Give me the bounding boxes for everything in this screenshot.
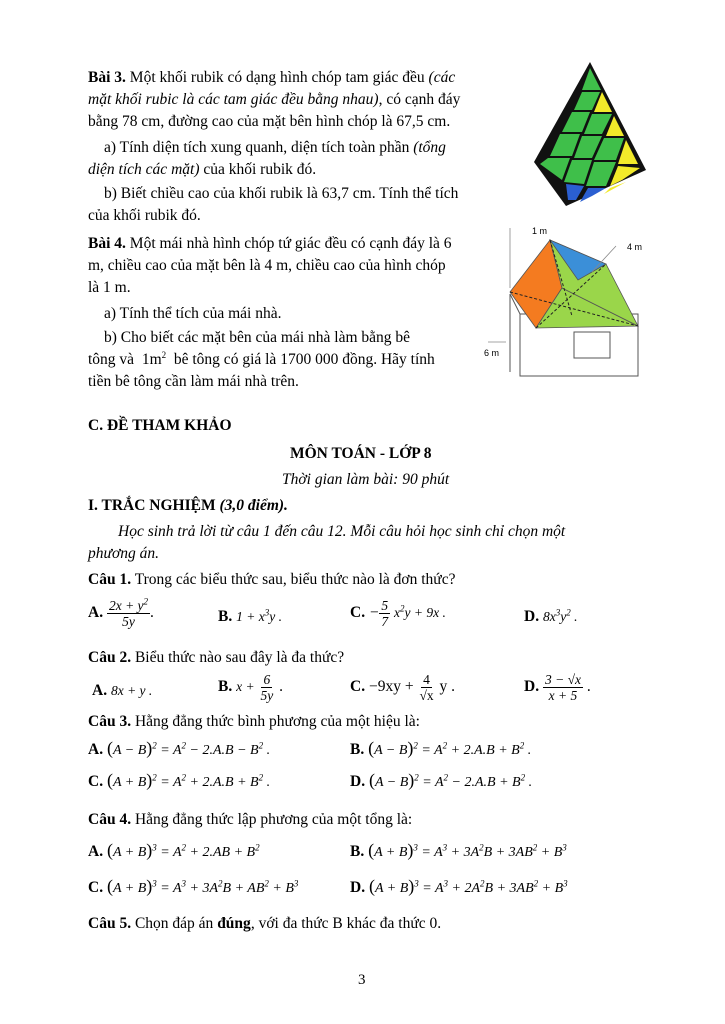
bai3-question-b-cont: của khối rubik đó. [88, 207, 201, 224]
q2-option-b: B. x + $\frac{6}{5y}$ . [218, 672, 283, 703]
house-label-right: 4 m [627, 242, 643, 252]
bai3-line2: mặt khối rubic là các tam giác đều bằng nhau), có cạnh đáy [88, 91, 461, 108]
q1-option-a: A. $\frac{2x + y^2}{5y}$ . [88, 596, 154, 629]
q1-text: Câu 1. Trong các biểu thức sau, biểu thức nào là đơn thức? [88, 571, 456, 588]
q2-option-a: A. 8x + y . [92, 682, 153, 699]
bai4-question-b-cont: tông và $1m^2$ bê tông có giá là 1700 000 đồng. Hãy tính [88, 349, 435, 368]
bai4-question-b-cont2: tiền bê tông cần làm mái nhà trên. [88, 373, 299, 390]
part1-heading: I. TRẮC NGHIỆM (3,0 điểm). [88, 497, 288, 514]
section-c-heading: C. ĐỀ THAM KHẢO [88, 417, 232, 434]
bai4-label: Bài 4. [88, 235, 126, 252]
q3-option-b: B. $(A - B)^2 = A^2 + 2.A.B + B^2$ . [350, 738, 532, 758]
house-label-left: 6 m [484, 348, 500, 358]
q4-option-a: A. $(A + B)^3 = A^2 + 2.AB + B^2$ [88, 840, 260, 860]
rubik-pyramid-image [530, 60, 648, 210]
page-number: 3 [358, 972, 366, 988]
q1-option-b: B. $1 + x^3y$ . [218, 607, 282, 625]
bai4-question-b: b) Cho biết các mặt bên của mái nhà làm bằng bê [104, 329, 411, 346]
bai3-question-b: b) Biết chiều cao của khối rubik là 63,7 cm. Tính thể tích [104, 185, 459, 202]
q3-text: Câu 3. Hằng đẳng thức bình phương của một hiệu là: [88, 713, 420, 730]
house-label-top: 1 m [532, 226, 548, 236]
bai4-question-a: a) Tính thể tích của mái nhà. [104, 305, 282, 322]
exam-time: Thời gian làm bài: 90 phút [282, 471, 450, 488]
subject-heading: MÔN TOÁN - LỚP 8 [290, 445, 432, 462]
bai3-question-a-cont: diện tích các mặt) của khối rubik đó. [88, 161, 317, 178]
q4-option-d: D. $(A + B)^3 = A^3 + 2A^2B + 3AB^2 + B^3$ [350, 876, 568, 896]
q3-option-d: D. $(A - B)^2 = A^2 - 2.A.B + B^2$ . [350, 770, 533, 790]
q3-option-a: A. $(A - B)^2 = A^2 - 2.A.B - B^2$ . [88, 738, 271, 758]
q3-option-c: C. $(A + B)^2 = A^2 + 2.A.B + B^2$ . [88, 770, 271, 790]
q2-text: Câu 2. Biểu thức nào sau đây là đa thức? [88, 649, 345, 666]
bai4-line3: là 1 m. [88, 279, 131, 296]
instruction-line1: Học sinh trả lời từ câu 1 đến câu 12. Mỗi câu hỏi học sinh chỉ chọn một [118, 523, 566, 540]
bai3-line1: Bài 3. Một khối rubik có dạng hình chóp tam giác đều (các [88, 69, 456, 86]
house-roof-image [482, 222, 642, 382]
q4-text: Câu 4. Hằng đẳng thức lập phương của một tổng là: [88, 811, 413, 828]
bai4-line1: Bài 4. Một mái nhà hình chóp tứ giác đều có cạnh đáy là 6 [88, 235, 452, 252]
q2-option-d: D. $\frac{3 - √x}{x + 5}$ . [524, 672, 591, 703]
bai4-line2: m, chiều cao của mặt bên là 4 m, chiều cao của hình chóp [88, 257, 446, 274]
q5-text: Câu 5. Chọn đáp án đúng, với đa thức B khác đa thức 0. [88, 915, 442, 932]
q4-option-b: B. $(A + B)^3 = A^3 + 3A^2B + 3AB^2 + B^3$ [350, 840, 567, 860]
q1-option-d: D. $8x^3y^2$ . [524, 607, 578, 625]
instruction-line2: phương án. [88, 545, 159, 562]
bai3-line3: bằng 78 cm, đường cao của mặt bên hình chóp là 67,5 cm. [88, 113, 451, 130]
bai3-label: Bài 3. [88, 69, 126, 86]
bai3-question-a: a) Tính diện tích xung quanh, diện tích toàn phần (tổng [104, 139, 446, 156]
q1-option-c: C. − $\frac{5}{7}$ $x^2y + 9x$ . [350, 598, 446, 629]
q4-option-c: C. $(A + B)^3 = A^3 + 3A^2B + AB^2 + B^3$ [88, 876, 299, 896]
q2-option-c: C. −9xy + $\frac{4}{√x}$ y . [350, 672, 455, 703]
